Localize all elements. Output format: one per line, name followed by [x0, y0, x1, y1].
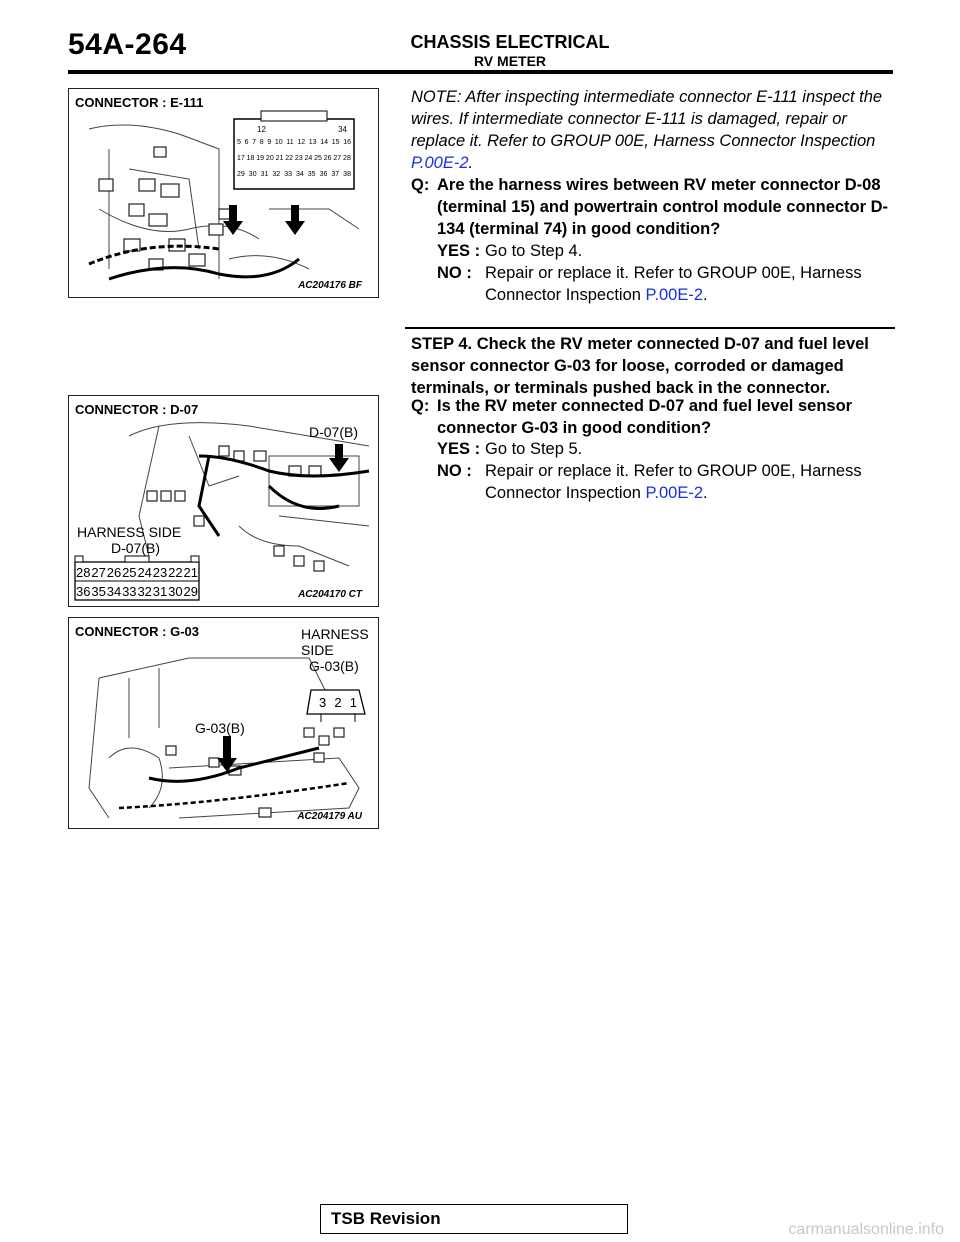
pin: 26: [106, 565, 122, 580]
e111-pins-row1: [257, 125, 347, 134]
step4-heading: STEP 4. Check the RV meter connected D-07 and fuel level sensor connector G-03 for loose, corroded or damaged terminals, or terminals pushed back in the connector.: [411, 335, 869, 397]
question-label: Q:: [411, 397, 430, 415]
pin: 4: [342, 125, 347, 134]
pin: 14: [320, 139, 329, 146]
yes-label: YES :: [437, 440, 481, 458]
no-text: Repair or replace it. Refer to GROUP 00E, Harness Connector Inspection: [485, 462, 862, 502]
pin: 31: [260, 171, 269, 178]
pin: 9: [267, 139, 272, 146]
answer-no-1: [437, 262, 897, 306]
pin: 23: [294, 155, 303, 162]
watermark: carmanualsonline.info: [788, 1221, 944, 1238]
figure-title: CONNECTOR : G-03: [75, 624, 199, 639]
tsb-revision-label: TSB Revision: [331, 1209, 441, 1228]
pin: 27: [333, 155, 342, 162]
pin: 34: [295, 171, 304, 178]
pin: 27: [91, 565, 106, 580]
harness-label-1: HARNESS: [301, 626, 369, 642]
pin: 11: [286, 139, 294, 146]
pin: 1: [257, 125, 262, 134]
note-end: .: [468, 154, 474, 172]
harness-connector-label: D-07(B): [111, 540, 161, 556]
question-text: Are the harness wires between RV meter connector D-08 (terminal 15) and powertrain control module connector D-134 (terminal 74) in good condition?: [437, 176, 889, 238]
pin: 32: [272, 171, 281, 178]
pin: 23: [152, 565, 168, 580]
g03-pins: [315, 695, 361, 710]
question-label: Q:: [411, 176, 430, 194]
pin: 31: [152, 584, 168, 599]
no-end: .: [703, 484, 708, 502]
e111-pins-row2: [237, 139, 351, 146]
pin: 36: [76, 584, 91, 599]
question-2: [411, 395, 895, 439]
page-number: 54A-264: [68, 28, 187, 61]
pin: 28: [343, 155, 351, 162]
yes-text: Go to Step 5.: [485, 440, 583, 458]
pin: 29: [237, 171, 245, 178]
yes-label: YES :: [437, 242, 481, 260]
pin: 3: [338, 125, 343, 134]
pin: 30: [168, 584, 183, 599]
pin: 17: [237, 155, 245, 162]
pin: 29: [183, 584, 198, 599]
pin: 25: [314, 155, 322, 162]
pin: 12: [297, 139, 306, 146]
pin: 8: [259, 139, 264, 146]
pin: 15: [331, 139, 340, 146]
figure-connector-g03: [68, 617, 379, 829]
pin: 32: [137, 584, 152, 599]
d07-callout-label: D-07(B): [309, 424, 359, 440]
pin: 34: [106, 584, 122, 599]
note-text: NOTE: After inspecting intermediate connector E-111 inspect the wires. If intermediate connector E-111 is damaged, repair or replace it. Refer to GROUP 00E, Harness Connector Inspection: [411, 88, 883, 150]
figure-title: CONNECTOR : E-111: [75, 95, 204, 110]
figure-connector-d07: [68, 395, 379, 607]
harness-side-label: HARNESS SIDE: [77, 524, 182, 540]
figure-title: CONNECTOR : D-07: [75, 402, 199, 417]
pin: 18: [246, 155, 255, 162]
section-title: CHASSIS ELECTRICAL: [410, 32, 610, 52]
harness-label-2: SIDE: [301, 642, 334, 658]
pin: 16: [343, 139, 351, 146]
pin: 5: [237, 139, 241, 146]
g03-callout-label: G-03(B): [195, 720, 245, 736]
pin: 3: [319, 695, 327, 710]
section-subtitle: RV METER: [473, 53, 547, 69]
pin: 36: [319, 171, 328, 178]
e111-pins-row3: [237, 155, 351, 162]
e111-illustration: [69, 89, 378, 297]
pin: 21: [275, 155, 284, 162]
pin: 1: [349, 695, 357, 710]
pin: 35: [91, 584, 106, 599]
pin: 24: [137, 565, 152, 580]
pin: 7: [252, 139, 257, 146]
pin: 28: [76, 565, 91, 580]
answer-yes-2: [437, 438, 897, 460]
question-1: [411, 174, 895, 240]
pin: 19: [256, 155, 265, 162]
pin: 24: [304, 155, 313, 162]
harness-connector-label: G-03(B): [309, 658, 359, 674]
no-text: Repair or replace it. Refer to GROUP 00E, Harness Connector Inspection: [485, 264, 862, 304]
e111-pins-row4: [237, 171, 351, 178]
pin: 20: [265, 155, 274, 162]
pin: 10: [274, 139, 283, 146]
no-end: .: [703, 286, 708, 304]
tsb-revision-box: [320, 1204, 628, 1234]
figure-code: AC204176 BF: [298, 280, 362, 291]
question-text: Is the RV meter connected D-07 and fuel level sensor connector G-03 in good condition?: [437, 397, 853, 437]
pin: 21: [183, 565, 198, 580]
answer-no-2: [437, 460, 897, 504]
step4-rule: [405, 327, 895, 329]
pin: 25: [122, 565, 137, 580]
no-link[interactable]: P.00E-2: [645, 286, 704, 304]
header-rule: [68, 70, 893, 74]
note: [411, 86, 895, 174]
pin: 35: [307, 171, 316, 178]
pin: 38: [343, 171, 351, 178]
pin: 37: [331, 171, 340, 178]
no-link[interactable]: P.00E-2: [645, 484, 704, 502]
pin: 30: [248, 171, 257, 178]
d07-pins-top: [76, 565, 198, 580]
pin: 33: [284, 171, 292, 178]
answer-yes-1: [437, 240, 897, 262]
figure-connector-e111: [68, 88, 379, 298]
note-link[interactable]: P.00E-2: [411, 154, 469, 172]
figure-code: AC204179 AU: [297, 811, 362, 822]
no-label: NO :: [437, 462, 472, 480]
no-label: NO :: [437, 264, 472, 282]
yes-text: Go to Step 4.: [485, 242, 583, 260]
d07-pins-bottom: [76, 584, 198, 599]
pin: 33: [122, 584, 137, 599]
figure-code: AC204170 CT: [298, 589, 362, 600]
pin: 2: [261, 125, 266, 134]
pin: 6: [244, 139, 249, 146]
pin: 26: [323, 155, 332, 162]
pin: 22: [168, 565, 183, 580]
pin: 2: [334, 695, 342, 710]
pin: 22: [285, 155, 293, 162]
pin: 13: [308, 139, 317, 146]
